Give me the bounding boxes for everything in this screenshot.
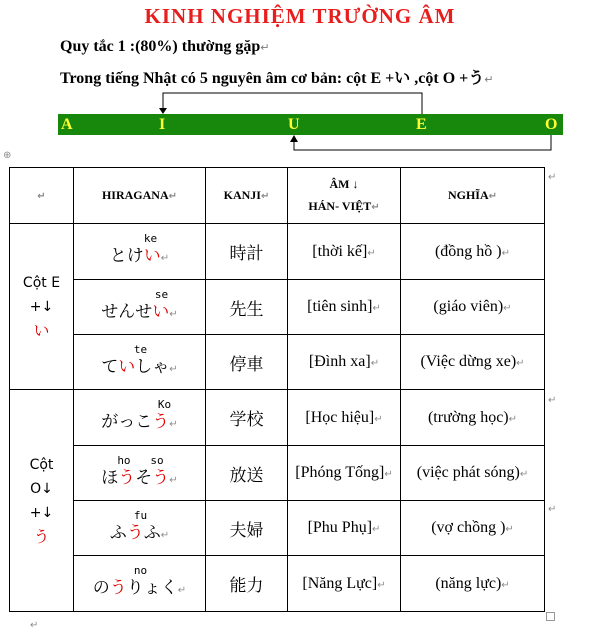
table-header-row bbox=[10, 168, 545, 224]
page-title: KINH NGHIỆM TRƯỜNG ÂM bbox=[144, 4, 456, 28]
hiragana-cell: ho so ほうそう↵ bbox=[74, 446, 206, 501]
hanviet-cell: [Năng Lực]↵ bbox=[288, 556, 401, 612]
end-of-row-mark: ↵ bbox=[548, 504, 557, 515]
hiragana-cell: ke とけい↵ bbox=[74, 224, 206, 280]
hiragana-cell: no のうりょく↵ bbox=[74, 556, 206, 612]
meaning-cell: (việc phát sóng)↵ bbox=[401, 446, 545, 501]
table-row bbox=[10, 556, 545, 612]
kanji-cell: 時計 bbox=[206, 224, 288, 280]
hanviet-cell: [Đình xa]↵ bbox=[288, 335, 401, 390]
hanviet-cell: [Phóng Tống]↵ bbox=[288, 446, 401, 501]
header-kanji: KANJI↵ bbox=[206, 168, 288, 224]
hanviet-cell: [Học hiệu]↵ bbox=[288, 390, 401, 446]
table-row bbox=[10, 224, 545, 280]
meaning-cell: (Việc dừng xe)↵ bbox=[401, 335, 545, 390]
vowel-o: O bbox=[545, 116, 558, 133]
hiragana-cell: Ko がっこう↵ bbox=[74, 390, 206, 446]
hanviet-cell: [Phu Phụ]↵ bbox=[288, 501, 401, 556]
table-row bbox=[10, 390, 545, 446]
meaning-cell: (trường học)↵ bbox=[401, 390, 545, 446]
vowel-i: I bbox=[159, 116, 166, 133]
meaning-cell: (đồng hồ )↵ bbox=[401, 224, 545, 280]
table-anchor-icon[interactable]: ⊕ bbox=[3, 150, 12, 161]
meaning-cell: (vợ chồng )↵ bbox=[401, 501, 545, 556]
hanviet-cell: [tiên sinh]↵ bbox=[288, 280, 401, 335]
vowel-table bbox=[9, 167, 545, 612]
vowel-bar bbox=[58, 114, 563, 135]
vowel-a: A bbox=[61, 116, 73, 133]
hiragana-cell: fu ふうふ↵ bbox=[74, 501, 206, 556]
header-hiragana: HIRAGANA↵ bbox=[74, 168, 206, 224]
hanviet-cell: [thời kế]↵ bbox=[288, 224, 401, 280]
group-o-cell: Cột O↓ +↓ う bbox=[10, 390, 74, 612]
rule-2-text: Trong tiếng Nhật có 5 nguyên âm cơ bản: cột E +い ,cột O +う↵ bbox=[60, 70, 494, 87]
hiragana-cell: se せんせい↵ bbox=[74, 280, 206, 335]
end-of-row-mark: ↵ bbox=[548, 172, 557, 183]
end-of-row-mark: ↵ bbox=[548, 395, 557, 406]
header-am-han-viet: ÂM ↓ HÁN- VIỆT↵ bbox=[288, 168, 401, 224]
table-resize-handle[interactable] bbox=[546, 612, 555, 621]
vowel-e: E bbox=[416, 116, 427, 133]
table-row bbox=[10, 501, 545, 556]
paragraph-mark: ↵ bbox=[30, 620, 39, 631]
header-empty: ↵ bbox=[10, 168, 74, 224]
kanji-cell: 放送 bbox=[206, 446, 288, 501]
header-meaning: NGHĨA↵ bbox=[401, 168, 545, 224]
kanji-cell: 先生 bbox=[206, 280, 288, 335]
kanji-cell: 停車 bbox=[206, 335, 288, 390]
rule-1-heading: Quy tắc 1 :(80%) thường gặp↵ bbox=[60, 38, 270, 55]
hiragana-cell: te ていしゃ↵ bbox=[74, 335, 206, 390]
table-row bbox=[10, 335, 545, 390]
meaning-cell: (giáo viên)↵ bbox=[401, 280, 545, 335]
vowel-u: U bbox=[288, 116, 300, 133]
group-e-cell: Cột E +↓ い bbox=[10, 224, 74, 390]
kanji-cell: 夫婦 bbox=[206, 501, 288, 556]
kanji-cell: 能力 bbox=[206, 556, 288, 612]
table-row bbox=[10, 280, 545, 335]
kanji-cell: 学校 bbox=[206, 390, 288, 446]
meaning-cell: (năng lực)↵ bbox=[401, 556, 545, 612]
table-row bbox=[10, 446, 545, 501]
